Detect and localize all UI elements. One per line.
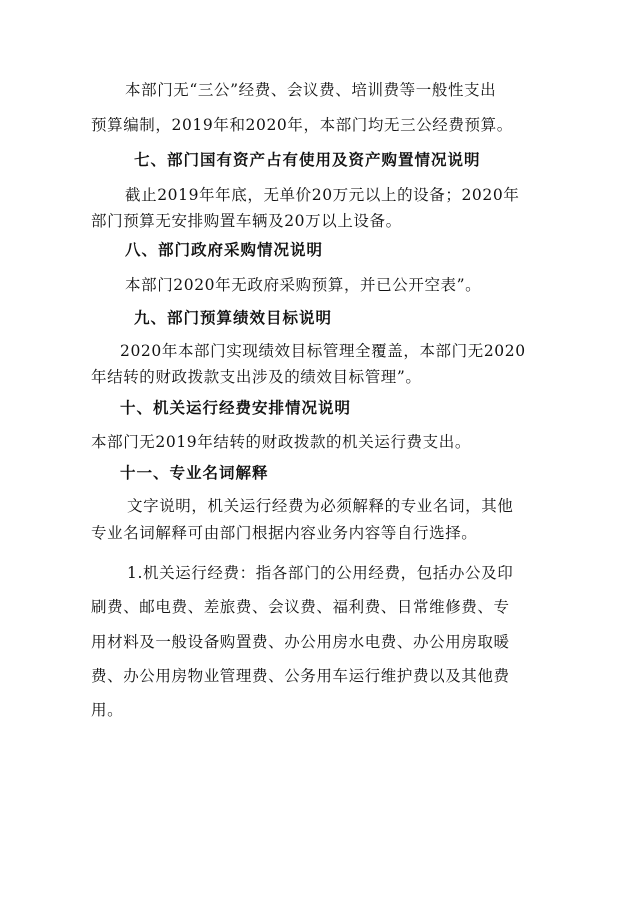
- paragraph-line: 本部门2020年无政府采购预算，并已公开空表”。: [125, 276, 482, 294]
- paragraph-line: 文字说明，机关运行经费为必须解释的专业名词，其他: [127, 497, 514, 515]
- paragraph-line: 年结转的财政拨款支出涉及的绩效目标管理”。: [91, 368, 422, 386]
- section-heading-11: 十一、专业名词解释: [120, 464, 269, 482]
- paragraph-line: 用材料及一般设备购置费、办公用房水电费、办公用房取暖: [91, 633, 510, 651]
- section-heading-9: 九、部门预算绩效目标说明: [134, 309, 333, 327]
- paragraph-line: 预算编制，2019年和2020年，本部门均无三公经费预算。: [91, 116, 513, 134]
- paragraph-line: 刷费、邮电费、差旅费、会议费、福利费、日常维修费、专: [91, 598, 510, 616]
- paragraph-line: 专业名词解释可由部门根据内容业务内容等自行选择。: [91, 524, 478, 542]
- paragraph-line: 费、办公用房物业管理费、公务用车运行维护费以及其他费: [91, 667, 510, 685]
- section-heading-7: 七、部门国有资产占有使用及资产购置情况说明: [134, 151, 481, 169]
- paragraph-line: 2020年本部门实现绩效目标管理全覆盖，本部门无2020: [120, 342, 526, 360]
- paragraph-line: 截止2019年年底，无单价20万元以上的设备；2020年: [125, 186, 520, 204]
- section-heading-8: 八、部门政府采购情况说明: [125, 241, 324, 259]
- paragraph-line: 用。: [91, 701, 124, 719]
- paragraph-line: 本部门无2019年结转的财政拨款的机关运行费支出。: [91, 433, 471, 451]
- paragraph-line: 部门预算无安排购置车辆及20万以上设备。: [91, 212, 402, 230]
- section-heading-10: 十、机关运行经费安排情况说明: [120, 399, 352, 417]
- paragraph-line: 本部门无“三公”经费、会议费、培训费等一般性支出: [125, 81, 497, 99]
- paragraph-line: 1.机关运行经费：指各部门的公用经费，包括办公及印: [127, 564, 514, 582]
